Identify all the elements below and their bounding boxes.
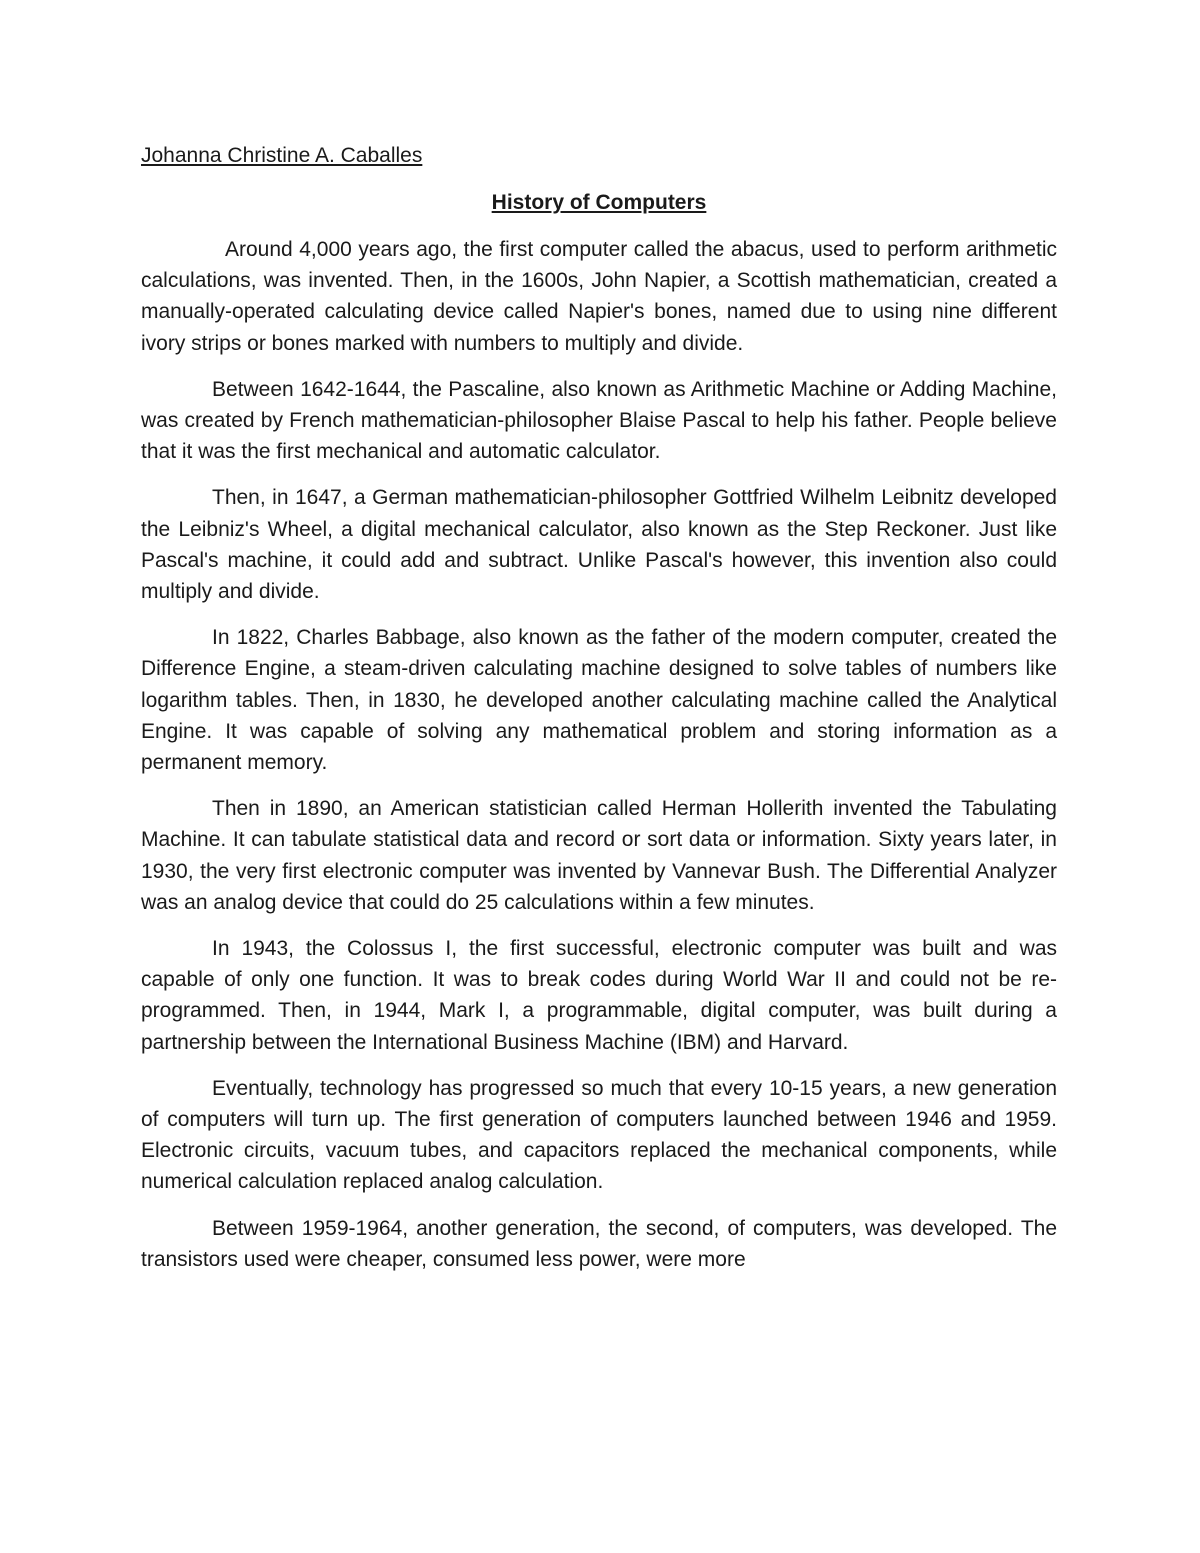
document-title: History of Computers — [491, 191, 707, 214]
paragraph: In 1822, Charles Babbage, also known as the father of the modern computer, created the Difference Engine, a steam-driven calculating machine designed to solve tables of numbers like logarithm tables. Then, in 1830, he developed another calculating machine called the Analytical Engine. It was capable of solving any mathematical problem and storing information as a permanent memory. — [141, 626, 1057, 775]
paragraph: Around 4,000 years ago, the first computer called the abacus, used to perform arithmetic calculations, was invented. Then, in the 1600s, John Napier, a Scottish mathematician, created a manually-operated calculating device called Napier's bones, named due to using nine different ivory strips or bones marked with numbers to multiply and divide. — [141, 238, 1057, 355]
paragraph: In 1943, the Colossus I, the first successful, electronic computer was built and was capable of only one function. It was to break codes during World War II and could not be re-programmed. Then, in 1944, Mark I, a programmable, digital computer, was built during a partnership between the International Business Machine (IBM) and Harvard. — [141, 937, 1057, 1054]
paragraph: Then in 1890, an American statistician called Herman Hollerith invented the Tabulating Machine. It can tabulate statistical data and record or sort data or information. Sixty years later, in 1930, the very first electronic computer was invented by Vannevar Bush. The Differential Analyzer was an analog device that could do 25 calculations within a few minutes. — [141, 797, 1057, 914]
author-name: Johanna Christine A. Caballes — [141, 144, 423, 167]
paragraph: Then, in 1647, a German mathematician-philosopher Gottfried Wilhelm Leibnitz developed the Leibniz's Wheel, a digital mechanical calculator, also known as the Step Reckoner. Just like Pascal's machine, it could add and subtract. Unlike Pascal's however, this invention also could multiply and divide. — [141, 486, 1057, 604]
document-page — [141, 140, 1057, 1290]
paragraph: Eventually, technology has progressed so much that every 10-15 years, a new generation of computers will turn up. The first generation of computers launched between 1946 and 1959. Electronic circuits, vacuum tubes, and capacitors replaced the mechanical components, while numerical calculation replaced analog calculation. — [141, 1076, 1057, 1194]
paragraph: Between 1642-1644, the Pascaline, also known as Arithmetic Machine or Adding Machine, was created by French mathematician-philosopher Blaise Pascal to help his father. People believe that it was the first mechanical and automatic calculator. — [141, 377, 1057, 464]
paragraph: Between 1959-1964, another generation, the second, of computers, was developed. The transistors used were cheaper, consumed less power, were more — [141, 1216, 1057, 1271]
